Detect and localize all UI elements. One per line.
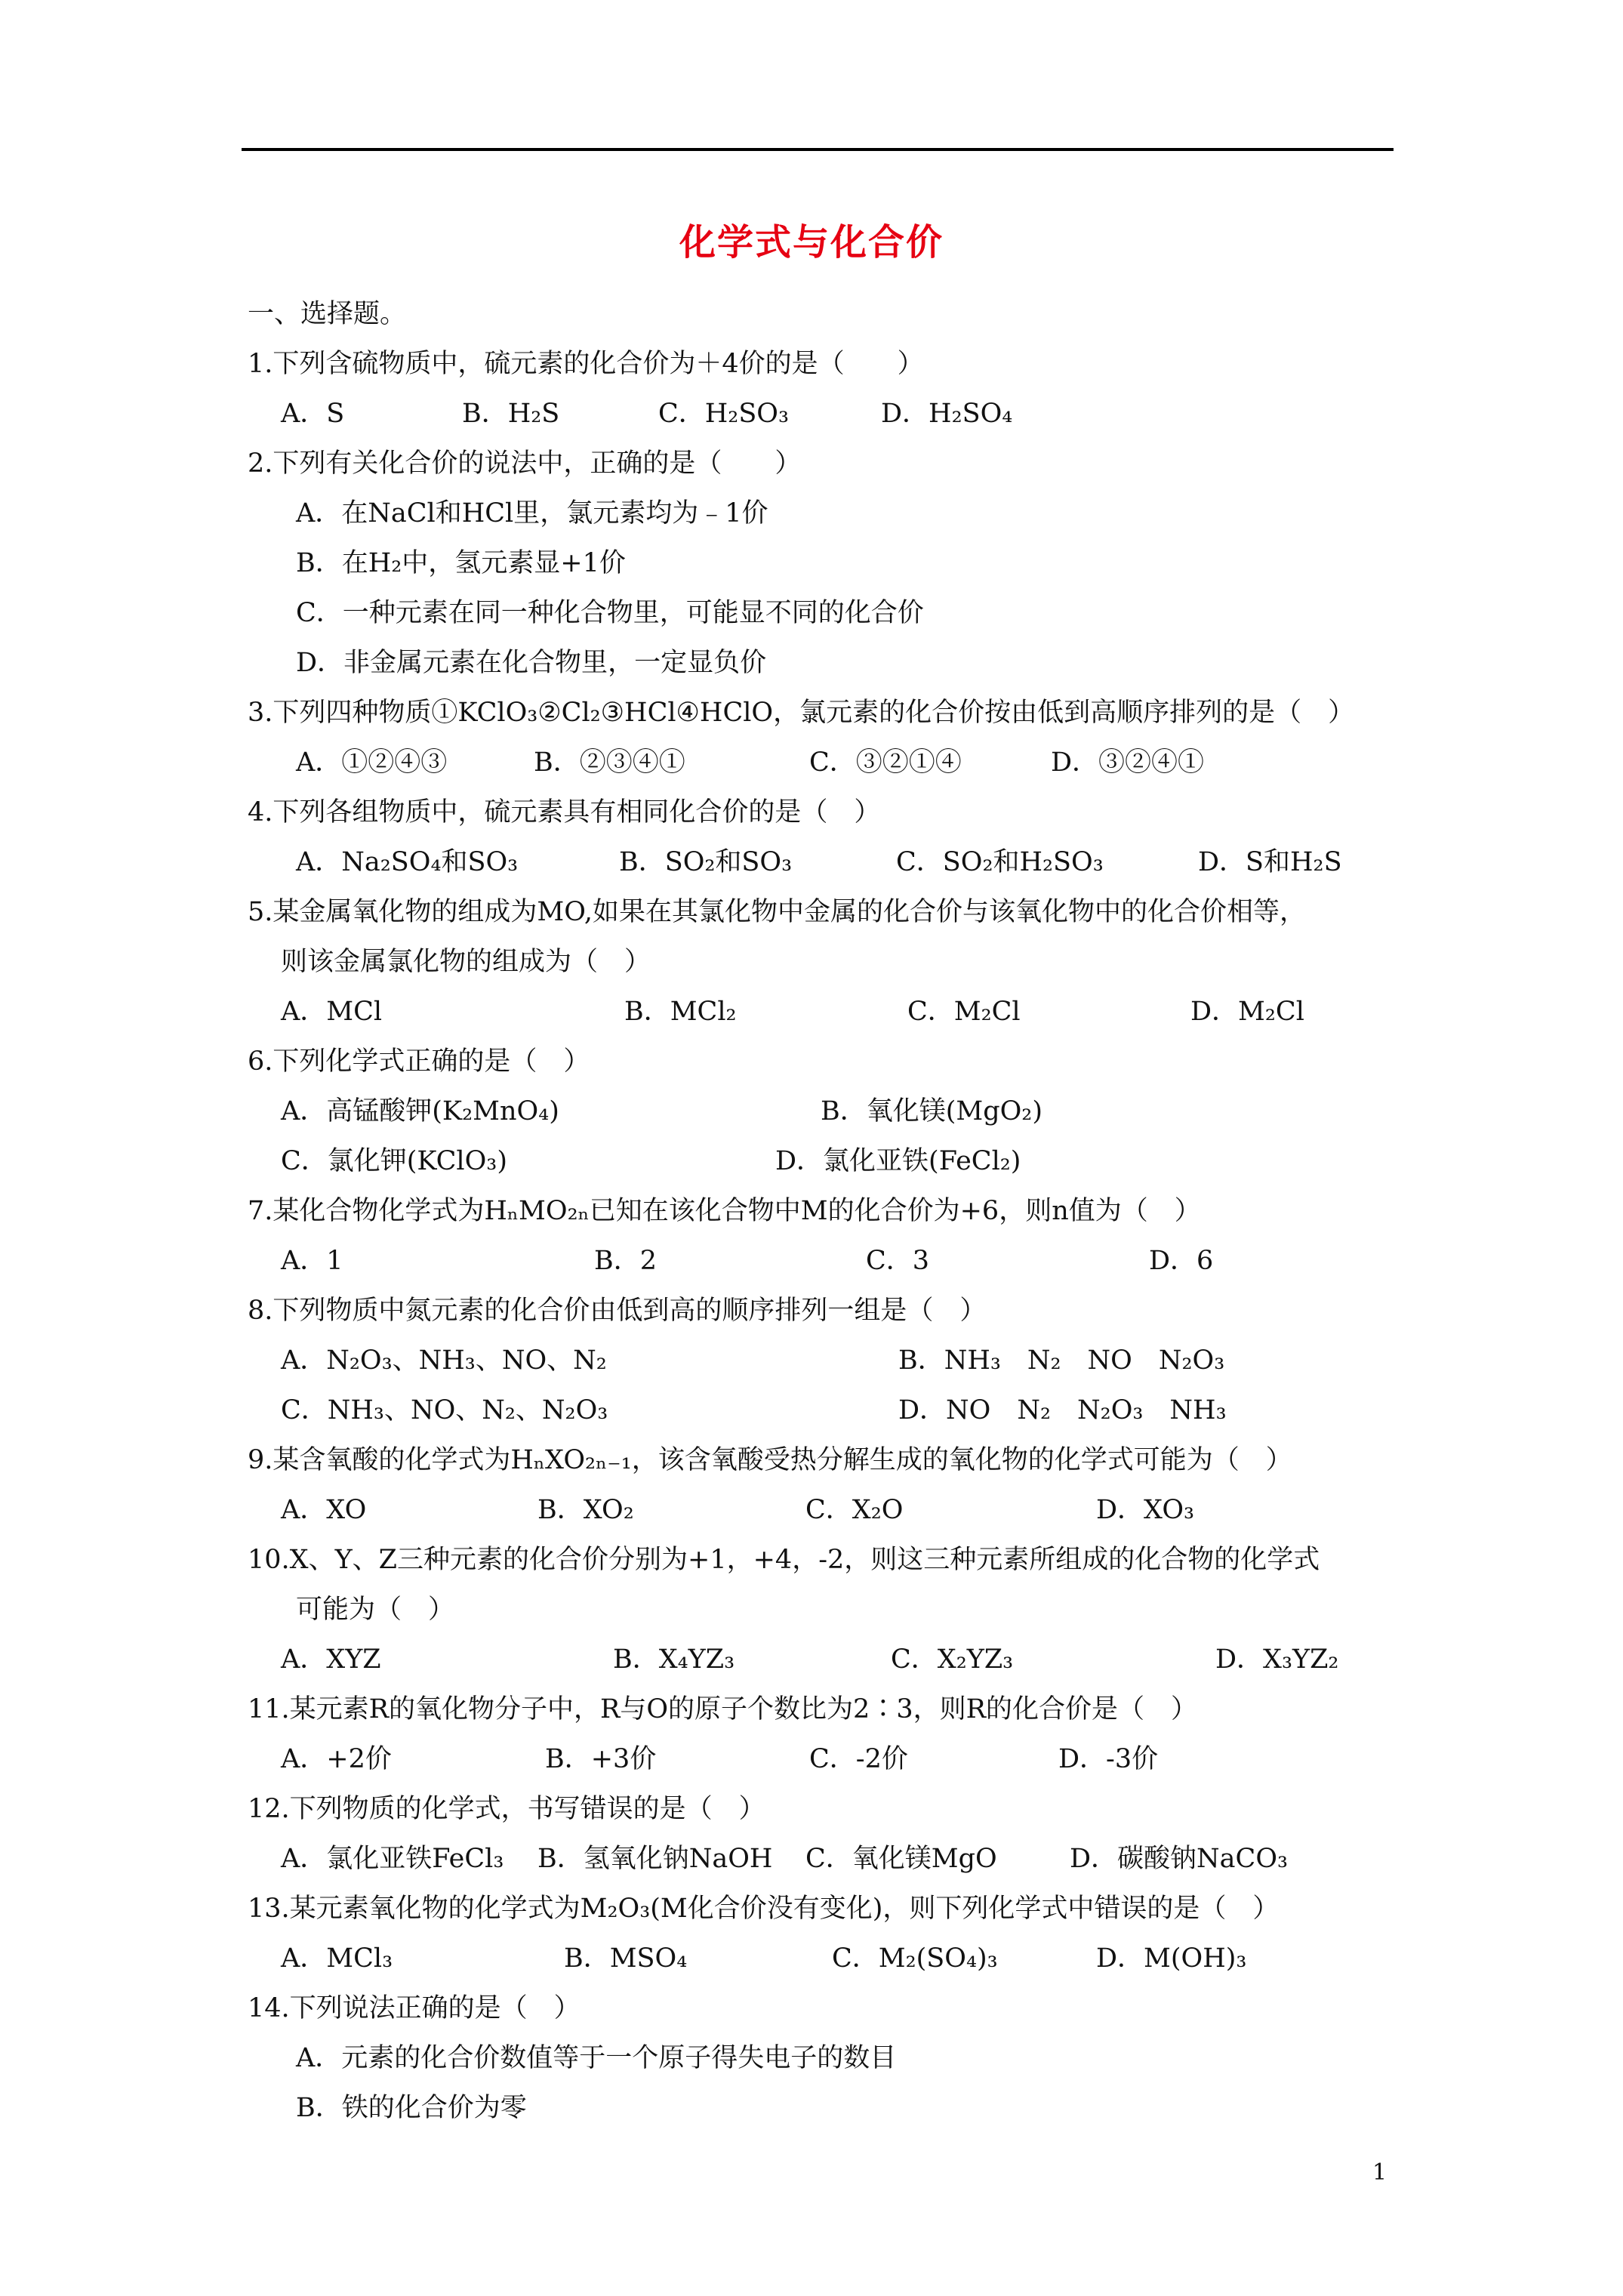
option-a: A．MCl xyxy=(281,997,383,1027)
option-a: A．XO xyxy=(281,1495,367,1525)
option-c: C．SO₂和H₂SO₃ xyxy=(896,847,1104,877)
question-2-option-a: A．在NaCl和HCl里，氯元素均为﹣1价 xyxy=(296,498,768,529)
option-d: D．氯化亚铁(FeCl₂) xyxy=(775,1146,1021,1176)
option-d: D．6 xyxy=(1149,1246,1214,1276)
option-d: D．XO₃ xyxy=(1096,1495,1195,1525)
option-b: B．氢氧化钠NaOH xyxy=(537,1844,773,1874)
option-d: D．碳酸钠NaCO₃ xyxy=(1070,1844,1289,1874)
option-a: A．高锰酸钾(K₂MnO₄) xyxy=(281,1096,559,1126)
option-a: A．Na₂SO₄和SO₃ xyxy=(296,847,519,877)
question-14-option-a: A．元素的化合价数值等于一个原子得失电子的数目 xyxy=(296,2043,897,2073)
option-a: A．XYZ xyxy=(281,1644,381,1675)
question-2: 2.下列有关化合价的说法中，正确的是（ ） xyxy=(248,448,802,479)
option-d: D．M₂Cl xyxy=(1190,997,1304,1027)
option-d: D．NO N₂ N₂O₃ NH₃ xyxy=(898,1395,1227,1425)
option-c: C．H₂SO₃ xyxy=(658,399,790,429)
option-a: A．S xyxy=(281,399,345,429)
question-7: 7.某化合物化学式为HₙMO₂ₙ已知在该化合物中M的化合价为+6，则n值为（ ） xyxy=(248,1196,1201,1226)
question-2-option-c: C．一种元素在同一种化合物里，可能显不同的化合价 xyxy=(296,598,924,628)
option-a: A．+2价 xyxy=(281,1744,392,1774)
option-c: C．氯化钾(KClO₃) xyxy=(281,1146,507,1176)
option-a: A．1 xyxy=(281,1246,343,1276)
question-10-continued: 可能为（ ） xyxy=(296,1595,455,1625)
option-c: C．X₂O xyxy=(805,1495,904,1525)
option-c: C．NH₃、NO、N₂、N₂O₃ xyxy=(281,1395,608,1425)
option-d: D．X₃YZ₂ xyxy=(1215,1644,1339,1675)
page-title: 化学式与化合价 xyxy=(679,221,944,264)
question-5-continued: 则该金属氯化物的组成为（ ） xyxy=(281,947,651,977)
option-d: D．③②④① xyxy=(1051,747,1205,778)
question-2-option-b: B．在H₂中，氢元素显+1价 xyxy=(296,548,626,578)
option-b: B．MSO₄ xyxy=(564,1943,688,1974)
option-d: D．S和H₂S xyxy=(1198,847,1342,877)
option-b: B．2 xyxy=(594,1246,657,1276)
option-b: B．NH₃ N₂ NO N₂O₃ xyxy=(898,1345,1225,1376)
question-4: 4.下列各组物质中，硫元素具有相同化合价的是（ ） xyxy=(248,797,881,827)
option-b: B．SO₂和SO₃ xyxy=(619,847,793,877)
question-2-option-d: D．非金属元素在化合物里，一定显负价 xyxy=(296,648,767,678)
option-c: C．X₂YZ₃ xyxy=(891,1644,1014,1675)
question-1: 1.下列含硫物质中，硫元素的化合价为＋4价的是（ ） xyxy=(248,349,924,379)
section-heading: 一、选择题。 xyxy=(248,299,407,329)
question-11: 11.某元素R的氧化物分子中，R与O的原子个数比为2∶3，则R的化合价是（ ） xyxy=(248,1694,1197,1724)
question-14-option-b: B．铁的化合价为零 xyxy=(296,2093,527,2123)
option-b: B．XO₂ xyxy=(537,1495,634,1525)
option-c: C．③②①④ xyxy=(809,747,962,778)
question-12: 12.下列物质的化学式，书写错误的是（ ） xyxy=(248,1794,765,1824)
option-a: A．MCl₃ xyxy=(281,1943,393,1974)
header-rule xyxy=(242,148,1394,151)
option-b: B．+3价 xyxy=(545,1744,657,1774)
page-number: 1 xyxy=(1372,2159,1387,2186)
option-c: C．氧化镁MgO xyxy=(805,1844,997,1874)
option-c: C．M₂Cl xyxy=(907,997,1021,1027)
option-b: B．氧化镁(MgO₂) xyxy=(821,1096,1042,1126)
question-10: 10.X、Y、Z三种元素的化合价分别为+1，+4，-2，则这三种元素所组成的化合物的化学式 xyxy=(248,1545,1320,1575)
option-a: A．氯化亚铁FeCl₃ xyxy=(281,1844,504,1874)
question-6: 6.下列化学式正确的是（ ） xyxy=(248,1046,590,1077)
option-c: C．M₂(SO₄)₃ xyxy=(832,1943,998,1974)
option-a: A．N₂O₃、NH₃、NO、N₂ xyxy=(281,1345,607,1376)
question-13: 13.某元素氧化物的化学式为M₂O₃(M化合价没有变化)，则下列化学式中错误的是（ ） xyxy=(248,1894,1280,1924)
option-b: B．②③④① xyxy=(534,747,685,778)
option-a: A．①②④③ xyxy=(296,747,448,778)
option-b: B．H₂S xyxy=(462,399,560,429)
question-14: 14.下列说法正确的是（ ） xyxy=(248,1993,581,2023)
question-9: 9.某含氧酸的化学式为HₙXO₂ₙ₋₁，该含氧酸受热分解生成的氧化物的化学式可能为（ ） xyxy=(248,1445,1292,1475)
option-b: B．MCl₂ xyxy=(624,997,737,1027)
option-c: C．3 xyxy=(866,1246,930,1276)
option-b: B．X₄YZ₃ xyxy=(613,1644,735,1675)
question-5: 5.某金属氧化物的组成为MO,如果在其氯化物中金属的化合价与该氧化物中的化合价相等， xyxy=(248,897,1307,927)
option-c: C．-2价 xyxy=(809,1744,908,1774)
option-d: D．M(OH)₃ xyxy=(1096,1943,1247,1974)
option-d: D．H₂SO₄ xyxy=(881,399,1013,429)
question-3: 3.下列四种物质①KClO₃②Cl₂③HCl④HClO，氯元素的化合价按由低到高顺序排列的是（ ） xyxy=(248,698,1355,728)
option-d: D．-3价 xyxy=(1058,1744,1159,1774)
question-8: 8.下列物质中氮元素的化合价由低到高的顺序排列一组是（ ） xyxy=(248,1296,987,1326)
